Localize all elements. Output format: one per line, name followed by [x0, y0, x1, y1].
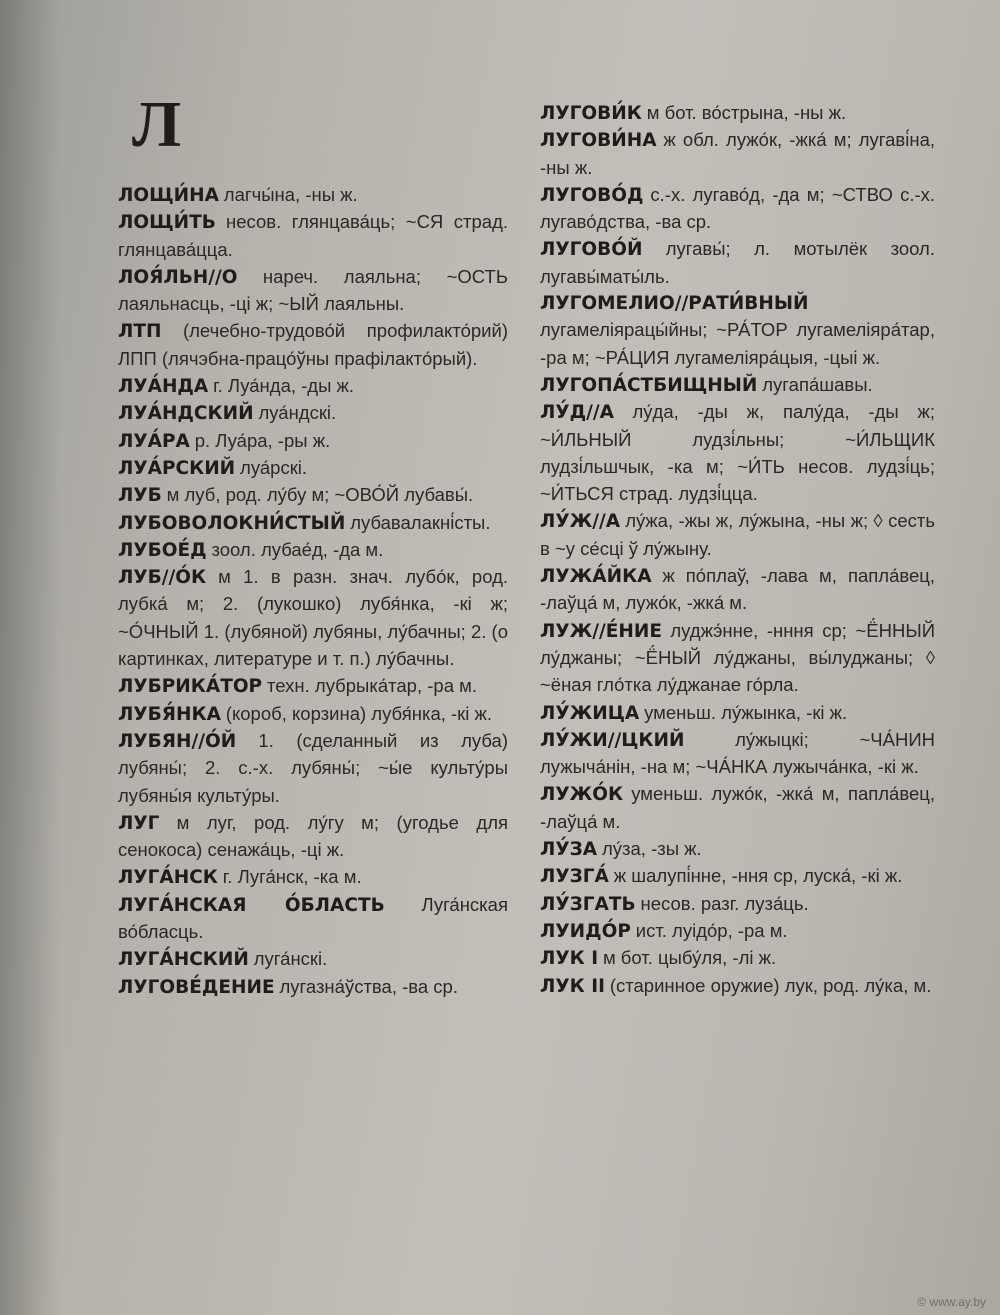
left-column [118, 90, 508, 1001]
dictionary-entry [540, 618, 935, 700]
entry-text: уменьш. лу́жынка, -кі ж. [644, 701, 848, 723]
entry-text: м бот. во́стрына, -ны ж. [646, 102, 847, 123]
dictionary-entry [118, 892, 508, 947]
dictionary-entry [540, 781, 935, 836]
entry-text: (короб, корзина) лубя́нка, -кі ж. [225, 702, 493, 724]
entry-headword: ЛУ́Ж//А [540, 511, 621, 533]
dictionary-entry [118, 701, 508, 728]
entry-text: ист. луідо́р, -ра м. [635, 919, 788, 941]
entry-headword: ЛУЗГА́ [540, 866, 609, 888]
dictionary-entry [118, 537, 508, 564]
dictionary-entry [118, 564, 508, 673]
entry-headword: ЛУГОВЕ́ДЕНИЕ [118, 976, 275, 998]
entry-text: м бот. цыбу́ля, -лі ж. [602, 947, 777, 969]
entry-headword: ЛУГОВИ́К [540, 103, 642, 124]
entry-text: с.-х. лугаво́д, -да м; ~СТВО с.-х. лугаво́дства, -ва ср. [540, 183, 936, 233]
entry-headword: ЛУБ//О́К [118, 567, 207, 589]
entry-text: г. Луа́нда, -ды ж. [213, 375, 355, 397]
entry-headword: ЛУБЯ́НКА [118, 703, 221, 725]
entry-headword: ЛУ́ЖИ//ЦКИЙ [540, 729, 685, 751]
entry-text: Луга́нская во́бласць. [118, 893, 508, 943]
entry-text: лугавы́; л. мотылёк зоол. лугавы́маты́ль. [540, 238, 935, 287]
entry-text: ж по́плаў, -лава м, папла́вец, -лаўца́ м, лужо́к, -жка́ м. [540, 565, 935, 614]
entry-headword: ЛУБОЕ́Д [118, 539, 207, 561]
entry-headword: ЛОЯ́ЛЬН//О [118, 266, 238, 288]
section-letter: Л [132, 88, 182, 161]
entry-text: луджэ́нне, -нння ср; ~Ё́ННЫЙ лу́джаны; ~Ё́НЫЙ лу́джаны, вы́луджаны; ◊ ~ёная гло́тка лу́джанае го́рла. [540, 619, 936, 696]
entry-text: (лечебно-трудово́й профилакто́рий) ЛПП (лячэбна-працо́ўны прафілакто́рый). [118, 320, 508, 369]
entry-text: лубавалакні́сты. [350, 511, 491, 533]
entry-headword: ЛОЩИ́ТЬ [118, 212, 216, 234]
entry-text: лугамеліярацы́йны; ~РА́ТОР лугамеліяра́тар, -ра м; ~РА́ЦИЯ лугамеліяра́цыя, -цыі ж. [540, 319, 935, 368]
entry-text: лугазна́ўства, -ва ср. [279, 975, 458, 997]
dictionary-entry [118, 373, 508, 400]
entry-text: м луб, род. лу́бу м; ~ОВО́Й лубавы́. [166, 484, 474, 506]
entry-headword: ЛУГА́НСКИЙ [118, 949, 249, 971]
dictionary-entry [540, 863, 935, 890]
entry-text: ж обл. лужо́к, -жка́ м; лугаві́на, -ны ж. [540, 129, 936, 178]
entry-headword: ЛУГА́НСК [118, 867, 218, 889]
dictionary-entry [118, 428, 508, 455]
entry-headword: ЛУ́ЗА [540, 839, 598, 861]
dictionary-entry [118, 810, 508, 865]
entry-text: лугапа́шавы. [762, 373, 873, 395]
entry-text: луа́рскі. [240, 456, 308, 478]
dictionary-entry [118, 728, 508, 810]
entry-text: луа́ндскі. [258, 402, 337, 424]
entry-headword: ЛУБРИКА́ТОР [118, 676, 263, 698]
entry-headword: ЛУГОПА́СТБИЩНЫЙ [540, 374, 758, 396]
entry-text: ж шалупі́нне, -ння ср, луска́, -кі ж. [613, 865, 903, 887]
entry-text: зоол. лубае́д, -да м. [211, 538, 384, 560]
dictionary-entry [540, 291, 935, 372]
entry-text: лу́за, -зы ж. [601, 838, 702, 860]
entry-headword: ЛУА́НДСКИЙ [118, 403, 254, 425]
entry-text: несов. глянцава́ць; ~СЯ страд. глянцава́цца. [118, 211, 509, 260]
dictionary-entry [118, 264, 508, 319]
dictionary-entry [540, 182, 935, 237]
right-column [540, 100, 935, 1000]
entry-headword: ЛУЖО́К [540, 784, 624, 806]
dictionary-entry [118, 673, 508, 700]
entry-headword: ЛУК I [540, 948, 599, 970]
dictionary-entry [118, 318, 508, 373]
entry-headword: ЛУА́РА [118, 430, 190, 452]
entry-headword: ЛУ́ЖИЦА [540, 702, 640, 724]
entry-headword: ЛУБЯН//О́Й [118, 730, 237, 752]
dictionary-entry [118, 974, 508, 1001]
entry-headword: ЛТП [118, 321, 162, 343]
entry-headword: ЛУБОВОЛОКНИ́СТЫЙ [118, 512, 346, 534]
entry-headword: ЛУК II [540, 975, 605, 997]
entry-text: м луг, род. лу́гу м; (угодье для сенокоса) сенажа́ць, -ці ж. [118, 811, 509, 861]
entry-headword: ЛУГ [118, 812, 160, 834]
dictionary-entry [540, 508, 935, 563]
entry-text: лу́жыцкі; ~ЧА́НИН лужыча́нін, -на м; ~ЧА́НКА лужыча́нка, -кі ж. [540, 728, 935, 778]
dictionary-entry [118, 510, 508, 537]
entry-text: лагчы́на, -ны ж. [223, 184, 358, 205]
entry-text: р. Луа́ра, -ры ж. [194, 429, 331, 451]
dictionary-entry [540, 918, 935, 945]
entry-text: техн. лубрыка́тар, -ра м. [267, 675, 477, 697]
entry-text: г. Луга́нск, -ка м. [222, 866, 362, 888]
dictionary-entry [540, 945, 935, 972]
entry-text: луга́нскі. [253, 948, 328, 970]
dictionary-entry [540, 891, 935, 918]
dictionary-entry [540, 100, 935, 127]
entry-headword: ЛУИДО́Р [540, 920, 631, 942]
dictionary-entry [540, 236, 935, 291]
entry-headword: ЛУГОВО́Д [540, 184, 644, 206]
entry-text: м 1. в разн. знач. лубо́к, род. лубка́ м; 2. (лукошко) лубя́нка, -кі ж; ~О́ЧНЫЙ 1. (лубяной) лубяны, лу́бачны; 2. (о картинках, литературе и т. п.) лу́бачны. [118, 566, 509, 670]
dictionary-entry [540, 399, 935, 508]
dictionary-entry [118, 482, 508, 509]
right-entries [540, 100, 935, 1000]
entry-headword: ЛУ́Д//А [540, 402, 614, 424]
entry-text: нареч. лаяльна; ~ОСТЬ лаяльнасць, -ці ж; ~ЫЙ лаяльны. [118, 265, 508, 315]
dictionary-entry [118, 864, 508, 891]
left-entries [118, 182, 508, 1001]
entry-text: лу́да, -ды ж, палу́да, -ды ж; ~И́ЛЬНЫЙ лудзі́льны; ~И́ЛЬЩИК лудзі́льшчык, -ка м; ~И́ТЬ несов. лудзі́ць; ~И́ТЬСЯ страд. лудзі́цца. [540, 401, 936, 505]
entry-headword: ЛУА́НДА [118, 376, 209, 398]
entry-headword: ЛУА́РСКИЙ [118, 457, 236, 479]
entry-headword: ЛУ́ЗГАТЬ [540, 893, 636, 915]
dictionary-entry [540, 973, 935, 1000]
dictionary-entry [540, 836, 935, 863]
dictionary-entry [118, 182, 508, 209]
entry-text: (старинное оружие) лук, род. лу́ка, м. [609, 974, 932, 996]
dictionary-entry [118, 400, 508, 427]
dictionary-entry [540, 563, 935, 618]
entry-headword: ЛУГА́НСКАЯ О́БЛАСТЬ [118, 894, 385, 916]
dictionary-entry [540, 372, 935, 399]
entry-headword: ЛУГОМЕЛИО//РАТИ́ВНЫЙ [540, 293, 809, 315]
entry-headword: ЛУЖ//Е́НИЕ [540, 620, 663, 642]
dictionary-entry [118, 946, 508, 973]
entry-headword: ЛУГОВО́Й [540, 239, 643, 261]
entry-text: уменьш. лужо́к, -жка́ м, папла́вец, -лаўца́ м. [540, 783, 935, 832]
watermark: © www.ay.by [917, 1295, 986, 1309]
entry-text: лу́жа, -жы ж, лу́жына, -ны ж; ◊ сесть в ~у се́сці ў лу́жыну. [540, 510, 935, 559]
dictionary-entry [118, 209, 508, 264]
entry-headword: ЛУБ [118, 485, 162, 507]
entry-headword: ЛУЖА́ЙКА [540, 566, 652, 588]
dictionary-entry [540, 700, 935, 727]
dictionary-entry [540, 727, 935, 782]
entry-headword: ЛУГОВИ́НА [540, 130, 657, 152]
entry-headword: ЛОЩИ́НА [118, 185, 219, 206]
entry-text: 1. (сделанный из луба) лубяны́; 2. с.-х. лубяны́; ~ы́е культу́ры лубяны́я культу́ры. [118, 729, 508, 806]
dictionary-entry [540, 127, 935, 182]
dictionary-entry [118, 455, 508, 482]
entry-text: несов. разг. луза́ць. [640, 892, 809, 914]
page-edge-shadow [0, 0, 60, 1315]
